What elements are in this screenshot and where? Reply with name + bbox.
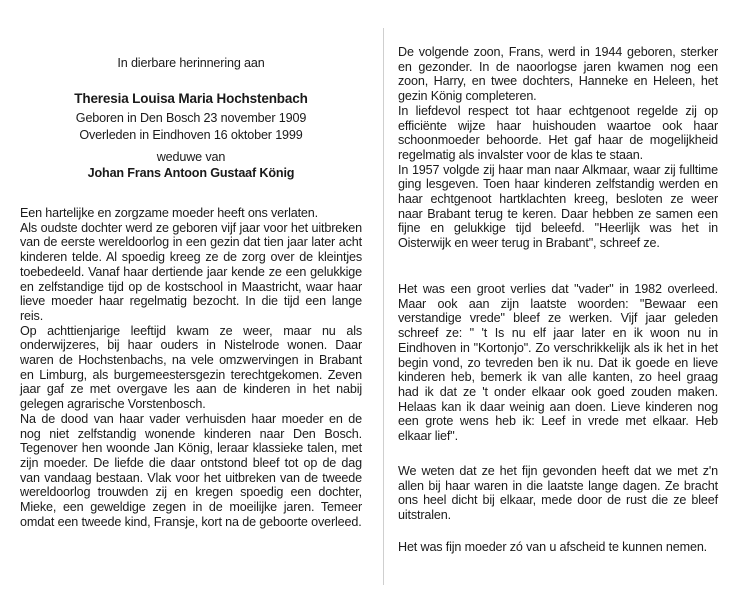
closing-line: [398, 540, 718, 555]
right-text-block-2: [398, 282, 718, 444]
right-text-block-3: [398, 464, 718, 523]
left-paragraph: Op achttienjarige leeftijd kwam ze weer, maar nu als onderwijzeres, bij haar ouders in Nistelrode wonen. Daar waren de Hochstenbachs, na vele omzwervingen in Brabant en Limburg, als burgemeestersgezin terechtgekomen. Zeven jaar gaf ze met overgave les aan de kinderen in het nabij gelegen agrarische Vorstenbosch.: [20, 323, 362, 412]
right-paragraph: We weten dat ze het fijn gevonden heeft dat we met z'n allen bij haar waren in die laatste lange dagen. Ze bracht ons heel dicht bij elkaar, mede door de rust die ze bleef uitstralen.: [398, 464, 718, 523]
widow-line: weduwe van: [156, 150, 226, 164]
right-paragraph: De volgende zoon, Frans, werd in 1944 geboren, sterker en gezonder. In de naoorlogse jaren kwamen nog een zoon, Harry, en twee dochters, Hanneke en Heleen, het gezin König completeren.: [398, 45, 718, 104]
death-line: Overleden in Eindhoven 16 oktober 1999: [79, 128, 303, 142]
left-text-block: [20, 206, 362, 529]
left-paragraph: Na de dood van haar vader verhuisden haar moeder en de nog niet zelfstandig wonende kinderen naar Den Bosch. Tegenover hen woonde Jan König, leraar klassieke talen, met zijn moeder. De liefde die daar ontstond bleef tot op de dag van vandaag bestaan. Vlak voor het uitbreken van de tweede wereldoorlog trouwden zij en kregen spoedig een dochter, Mieke, een geweldige zegen in de moeilijke jaren. Temeer omdat een tweede kind, Fransje, kort na de geboorte overleed.: [20, 411, 362, 529]
intro-text: In dierbare herinnering aan: [117, 56, 265, 70]
right-paragraph: Het was een groot verlies dat "vader" in 1982 overleed. Maar ook aan zijn laatste woorden: "Bewaar een verstandige vrede" bleef ze werken. Vijf jaar geleden schreef ze: " 't Is nu elf jaar later en ik woon nu in Eindhoven in "Kortonjo". Zo verschrikkelijk als ik het in het begin vond, zo tevreden ben ik nu. Dat ik goede en lieve kinderen heb, bemerk ik van alle kanten, zo heel graag had ik dat ze 't onder elkaar ook goed zouden maken. Helaas kan ik daar weinig aan doen. Lieve kinderen nog een grote wens heb ik: Leef in vrede met elkaar. Heb elkaar lief".: [398, 282, 718, 444]
column-divider: [383, 28, 384, 585]
left-paragraph: Als oudste dochter werd ze geboren vijf jaar voor het uitbreken van de eerste wereldoorlog in een gezin dat tien jaar later acht kinderen telde. Al spoedig kreeg ze de zorg over de kleintjes toebedeeld. Vanaf haar dertiende jaar kende ze een gelukkige en zelfstandige tijd op de kostschool in Maastricht, waar haar lieve moeder haar regelmatig bezocht. In die tijd een lange reis.: [20, 220, 362, 323]
right-paragraph: In 1957 volgde zij haar man naar Alkmaar, waar zij fulltime ging lesgeven. Toen haar kinderen zelfstandig werden en haar echtgenoot hartklachten kreeg, besloten ze weer naar Brabant terug te keren. Daar hebben ze samen een fijne en gelukkige tijd beleefd. "Heerlijk was het in Oisterwijk en weer terug in Brabant", schreef ze.: [398, 162, 718, 251]
left-paragraph: Een hartelijke en zorgzame moeder heeft ons verlaten.: [20, 206, 318, 220]
deceased-name: Theresia Louisa Maria Hochstenbach: [74, 91, 308, 106]
right-paragraph: In liefdevol respect tot haar echtgenoot regelde zij op efficiënte wijze haar huishouden waartoe ook haar schoonmoeder behoorde. Het gaf haar de mogelijkheid regelmatig als invalster voor de klas te staan.: [398, 103, 718, 162]
right-text-block-1: [398, 45, 718, 251]
right-paragraph: Het was fijn moeder zó van u afscheid te kunnen nemen.: [398, 540, 708, 554]
husband-name: Johan Frans Antoon Gustaaf König: [87, 166, 295, 180]
birth-line: Geboren in Den Bosch 23 november 1909: [75, 111, 307, 125]
